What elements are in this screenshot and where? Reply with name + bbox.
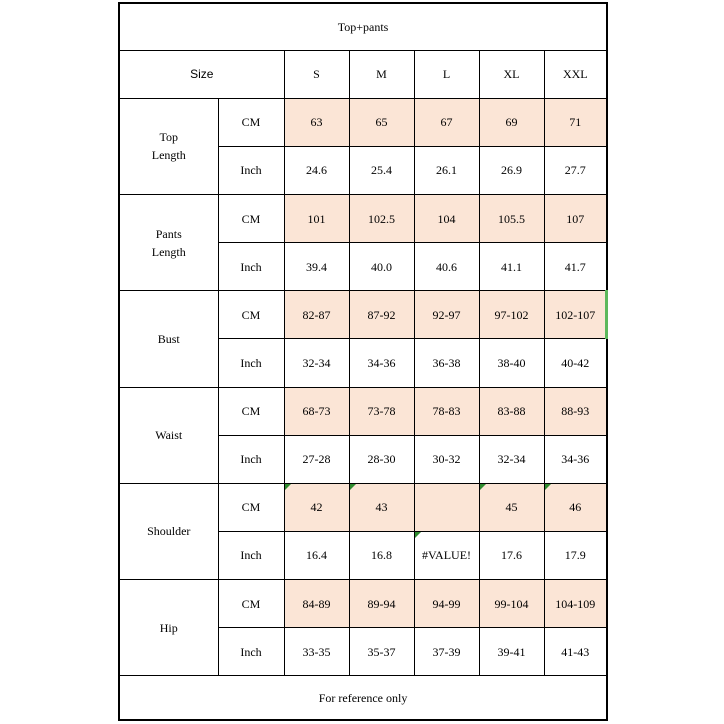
value-cell-shoulder-inch-l: #VALUE! xyxy=(414,531,479,579)
value-cell-hip-inch-l: 37-39 xyxy=(414,628,479,676)
size-header-s: S xyxy=(284,50,349,98)
reference-note: For reference only xyxy=(120,676,606,719)
unit-label-inch: Inch xyxy=(218,146,284,194)
value-cell-hip-cm-xl: 99-104 xyxy=(479,580,544,628)
value-cell-top-length-inch-l: 26.1 xyxy=(414,146,479,194)
value-cell-shoulder-inch-s: 16.4 xyxy=(284,531,349,579)
value-cell-pants-length-cm-l: 104 xyxy=(414,195,479,243)
value-cell-top-length-cm-s: 63 xyxy=(284,98,349,146)
unit-label-inch: Inch xyxy=(218,243,284,291)
value-cell-pants-length-cm-xxl: 107 xyxy=(544,195,606,243)
size-header-m: M xyxy=(349,50,414,98)
value-cell-shoulder-cm-l xyxy=(414,483,479,531)
measure-label-hip xyxy=(120,580,218,676)
value-cell-bust-cm-xxl: 102-107 xyxy=(544,291,606,339)
value-cell-pants-length-inch-m: 40.0 xyxy=(349,243,414,291)
size-header-xl: XL xyxy=(479,50,544,98)
value-cell-shoulder-cm-xxl: 46 xyxy=(544,483,606,531)
measure-label-top-length xyxy=(120,98,218,194)
value-cell-hip-inch-xl: 39-41 xyxy=(479,628,544,676)
value-cell-pants-length-cm-xl: 105.5 xyxy=(479,195,544,243)
unit-label-cm: CM xyxy=(218,580,284,628)
unit-label-cm: CM xyxy=(218,98,284,146)
value-cell-pants-length-inch-xl: 41.1 xyxy=(479,243,544,291)
measure-label-line: Length xyxy=(151,148,186,163)
value-cell-hip-cm-m: 89-94 xyxy=(349,580,414,628)
value-cell-shoulder-cm-s: 42 xyxy=(284,483,349,531)
unit-label-cm: CM xyxy=(218,291,284,339)
value-cell-shoulder-inch-xxl: 17.9 xyxy=(544,531,606,579)
value-cell-pants-length-inch-xxl: 41.7 xyxy=(544,243,606,291)
measure-label-line: Shoulder xyxy=(147,524,191,539)
value-cell-waist-inch-m: 28-30 xyxy=(349,435,414,483)
value-cell-bust-inch-xl: 38-40 xyxy=(479,339,544,387)
bust-cm-row xyxy=(120,291,606,339)
value-cell-bust-cm-xl: 97-102 xyxy=(479,291,544,339)
measure-label-line: Bust xyxy=(157,331,180,346)
value-cell-waist-inch-xxl: 34-36 xyxy=(544,435,606,483)
value-cell-top-length-cm-xxl: 71 xyxy=(544,98,606,146)
value-cell-hip-cm-l: 94-99 xyxy=(414,580,479,628)
unit-label-inch: Inch xyxy=(218,628,284,676)
size-header-l: L xyxy=(414,50,479,98)
value-cell-bust-cm-l: 92-97 xyxy=(414,291,479,339)
size-header-label: Size xyxy=(120,50,284,98)
measure-label-line: Hip xyxy=(159,620,178,635)
measure-label-line: Top xyxy=(159,130,178,145)
value-cell-pants-length-cm-m: 102.5 xyxy=(349,195,414,243)
size-header-xxl: XXL xyxy=(544,50,606,98)
value-cell-waist-inch-xl: 32-34 xyxy=(479,435,544,483)
unit-label-inch: Inch xyxy=(218,531,284,579)
value-cell-top-length-inch-xl: 26.9 xyxy=(479,146,544,194)
size-table xyxy=(120,4,606,719)
value-cell-waist-cm-l: 78-83 xyxy=(414,387,479,435)
pants-length-cm-row xyxy=(120,195,606,243)
top-length-cm-row xyxy=(120,98,606,146)
value-cell-top-length-cm-m: 65 xyxy=(349,98,414,146)
measure-label-bust xyxy=(120,291,218,387)
measure-label-pants-length xyxy=(120,195,218,291)
size-chart xyxy=(118,2,608,721)
value-cell-waist-cm-xl: 83-88 xyxy=(479,387,544,435)
measure-label-line: Length xyxy=(151,244,186,259)
value-cell-hip-cm-s: 84-89 xyxy=(284,580,349,628)
value-cell-hip-inch-m: 35-37 xyxy=(349,628,414,676)
measure-label-line: Waist xyxy=(155,428,183,443)
value-cell-bust-inch-l: 36-38 xyxy=(414,339,479,387)
shoulder-cm-row xyxy=(120,483,606,531)
value-cell-top-length-inch-s: 24.6 xyxy=(284,146,349,194)
value-cell-top-length-cm-xl: 69 xyxy=(479,98,544,146)
value-cell-pants-length-inch-s: 39.4 xyxy=(284,243,349,291)
waist-cm-row xyxy=(120,387,606,435)
unit-label-cm: CM xyxy=(218,387,284,435)
unit-label-cm: CM xyxy=(218,483,284,531)
value-cell-top-length-inch-m: 25.4 xyxy=(349,146,414,194)
measure-label-line: Pants xyxy=(155,226,182,241)
size-header-row xyxy=(120,50,606,98)
value-cell-shoulder-cm-m: 43 xyxy=(349,483,414,531)
value-cell-pants-length-cm-s: 101 xyxy=(284,195,349,243)
value-cell-hip-inch-xxl: 41-43 xyxy=(544,628,606,676)
value-cell-waist-inch-s: 27-28 xyxy=(284,435,349,483)
value-cell-bust-cm-s: 82-87 xyxy=(284,291,349,339)
value-cell-waist-cm-xxl: 88-93 xyxy=(544,387,606,435)
value-cell-shoulder-cm-xl: 45 xyxy=(479,483,544,531)
chart-title: Top+pants xyxy=(120,4,606,50)
value-cell-bust-cm-m: 87-92 xyxy=(349,291,414,339)
value-cell-bust-inch-s: 32-34 xyxy=(284,339,349,387)
value-cell-bust-inch-m: 34-36 xyxy=(349,339,414,387)
unit-label-cm: CM xyxy=(218,195,284,243)
value-cell-waist-inch-l: 30-32 xyxy=(414,435,479,483)
measure-label-shoulder xyxy=(120,483,218,579)
unit-label-inch: Inch xyxy=(218,435,284,483)
value-cell-shoulder-inch-xl: 17.6 xyxy=(479,531,544,579)
unit-label-inch: Inch xyxy=(218,339,284,387)
hip-cm-row xyxy=(120,580,606,628)
measure-label-waist xyxy=(120,387,218,483)
value-cell-waist-cm-s: 68-73 xyxy=(284,387,349,435)
value-cell-top-length-inch-xxl: 27.7 xyxy=(544,146,606,194)
value-cell-shoulder-inch-m: 16.8 xyxy=(349,531,414,579)
value-cell-pants-length-inch-l: 40.6 xyxy=(414,243,479,291)
value-cell-bust-inch-xxl: 40-42 xyxy=(544,339,606,387)
value-cell-waist-cm-m: 73-78 xyxy=(349,387,414,435)
value-cell-top-length-cm-l: 67 xyxy=(414,98,479,146)
value-cell-hip-cm-xxl: 104-109 xyxy=(544,580,606,628)
value-cell-hip-inch-s: 33-35 xyxy=(284,628,349,676)
